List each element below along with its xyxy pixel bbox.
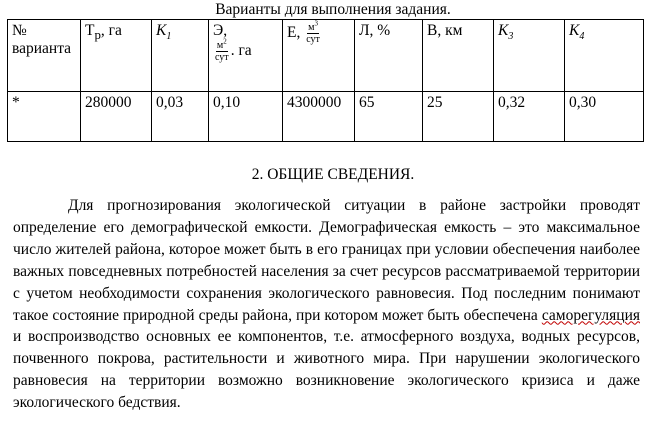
header-ee-den: сут	[306, 34, 320, 45]
section-title: 2. ОБЩИЕ СВЕДЕНИЯ.	[251, 166, 415, 183]
header-k1-sub: 1	[166, 31, 172, 43]
table-header-row	[8, 20, 644, 92]
header-k3	[494, 20, 565, 92]
cell-ee: 4300000	[283, 92, 355, 142]
paragraph-part-2: и воспроизводство основных ее компонентов, т.е. атмосферного воздуха, водных ресурсов, почвенного покрова, растительности и животного мира. При нарушении экологического равновесия на территории возможно возникновение экологического кризиса и даже экологического бедствия.	[13, 328, 640, 412]
cell-variant: *	[8, 92, 81, 142]
header-e-fraction	[214, 37, 230, 63]
header-k3-sub: 3	[508, 31, 514, 43]
header-ee	[283, 20, 355, 92]
header-k4-sub: 4	[579, 31, 585, 43]
header-tr-letter: Т	[85, 22, 95, 39]
header-l: Л, %	[355, 20, 423, 92]
header-tr	[81, 20, 152, 92]
cell-tr: 280000	[81, 92, 152, 142]
variants-table	[7, 19, 644, 142]
header-e-letter: Э,	[213, 22, 228, 39]
header-k3-letter: K	[498, 22, 509, 39]
table-caption: Варианты для выполнения задания.	[215, 1, 451, 18]
header-ee-num-unit: м	[308, 22, 315, 33]
header-e-unit: . га	[230, 42, 252, 60]
spellcheck-word: саморегуляция	[541, 306, 640, 324]
header-k4-letter: K	[569, 22, 580, 39]
cell-v: 25	[423, 92, 494, 142]
table-row	[8, 92, 644, 142]
header-tr-unit: , га	[100, 22, 122, 39]
body-paragraph	[13, 195, 640, 414]
header-ee-num-sup: 3	[314, 19, 318, 28]
cell-k3: 0,32	[494, 92, 565, 142]
header-ee-letter: Е,	[287, 24, 301, 42]
cell-k4: 0,30	[565, 92, 644, 142]
cell-k1: 0,03	[152, 92, 209, 142]
header-k4	[565, 20, 644, 92]
header-v: В, км	[423, 20, 494, 92]
header-e-num-sup: 2	[223, 37, 227, 46]
header-variant: № варианта	[8, 20, 81, 92]
cell-l: 65	[355, 92, 423, 142]
header-e-num-unit: м	[216, 40, 224, 51]
header-ee-fraction	[305, 19, 321, 45]
header-ee-num	[307, 19, 319, 34]
header-k1-letter: K	[156, 22, 167, 39]
header-e-den: сут	[215, 52, 229, 63]
cell-e: 0,10	[209, 92, 283, 142]
header-tr-sub: р	[94, 27, 101, 43]
header-k1	[152, 20, 209, 92]
header-e	[209, 20, 283, 92]
header-e-num	[216, 37, 228, 52]
paragraph-part-1: Для прогнозирования экологической ситуации в районе застройки проводят определение его демографической емкости. Демографическая емкость – это максимальное число жителей района, которое может быть в его границах при условии обеспечения наиболее важных повседневных потребностей населения за счет ресурсов рассматриваемой территории с учетом необходимости сохранения экологического равновесия. Под последним понимают такое состояние природной среды района, при котором может быть обеспечена	[13, 197, 640, 324]
